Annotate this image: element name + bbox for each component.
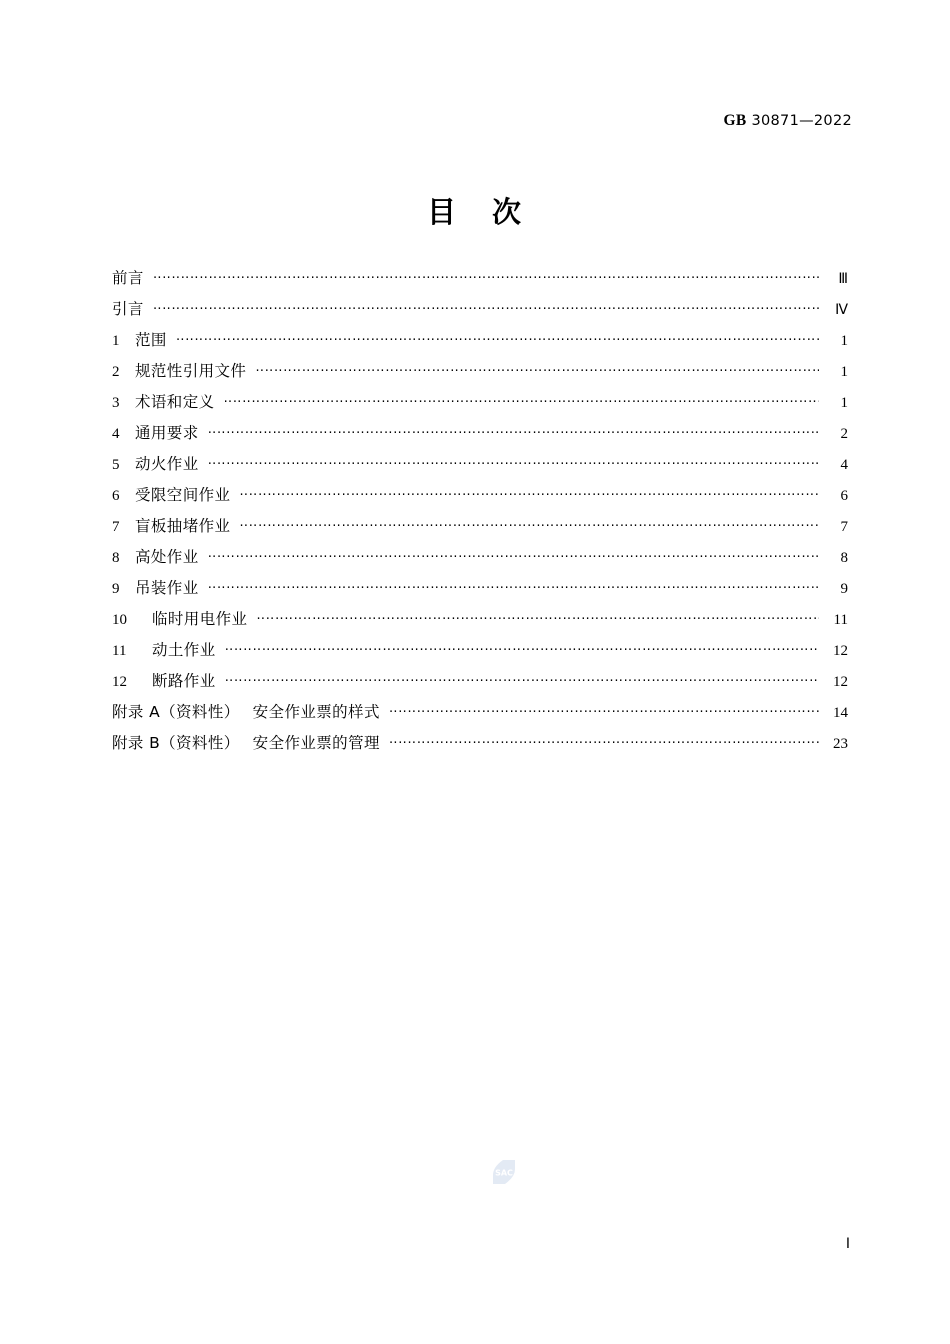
toc-entry-page: 7 — [840, 519, 848, 535]
toc-entry-label: 断路作业 — [152, 672, 216, 690]
page-folio: Ⅰ — [845, 1236, 850, 1252]
toc-entry-number: 2 — [112, 364, 120, 380]
dot-leader — [208, 454, 819, 470]
dot-leader — [208, 547, 819, 563]
dot-leader — [239, 516, 819, 532]
toc-entry-page: 11 — [833, 612, 848, 628]
toc-entry-page: 12 — [833, 643, 848, 659]
running-header-standard-number — [723, 112, 852, 130]
toc-entry-label: 盲板抽堵作业 — [135, 517, 231, 535]
standard-number: 30871—2022 — [751, 113, 852, 129]
dot-leader — [153, 299, 819, 315]
toc-entry-page: 2 — [840, 426, 848, 442]
toc-entry-clause-8[interactable] — [112, 545, 848, 576]
dot-leader — [208, 578, 819, 594]
toc-entry-clause-5[interactable] — [112, 452, 848, 483]
toc-entry-clause-7[interactable] — [112, 514, 848, 545]
toc-entry-label: 通用要求 — [135, 424, 199, 442]
dot-leader — [389, 702, 819, 718]
dot-leader — [176, 330, 819, 346]
toc-entry-label: 安全作业票的样式 — [252, 703, 380, 721]
toc-entry-label: 高处作业 — [135, 548, 199, 566]
toc-annex-designation: 附录 B（资料性） — [112, 734, 240, 752]
toc-entry-number: 12 — [112, 674, 127, 690]
toc-entry-number: 8 — [112, 550, 120, 566]
toc-entry-annex-a[interactable] — [112, 700, 848, 731]
toc-entry-page: 23 — [833, 736, 848, 752]
page-title-char-1: 目 — [426, 195, 458, 229]
toc-entry-number: 1 — [112, 333, 120, 349]
toc-entry-page: 9 — [840, 581, 848, 597]
page-title — [0, 190, 950, 231]
toc-entry-page: Ⅳ — [835, 302, 848, 318]
toc-entry-foreword[interactable] — [112, 266, 848, 297]
toc-entry-number: 7 — [112, 519, 120, 535]
toc-entry-label: 规范性引用文件 — [135, 362, 247, 380]
toc-entry-label: 动土作业 — [152, 641, 216, 659]
toc-entry-page: 1 — [840, 333, 848, 349]
toc-entry-number: 6 — [112, 488, 120, 504]
toc-entry-page: Ⅲ — [838, 271, 848, 287]
toc-entry-number: 11 — [112, 643, 127, 659]
toc-entry-clause-6[interactable] — [112, 483, 848, 514]
toc-entry-page: 14 — [833, 705, 848, 721]
toc-entry-clause-1[interactable] — [112, 328, 848, 359]
toc-entry-label: 范围 — [135, 331, 167, 349]
toc-entry-label: 临时用电作业 — [152, 610, 248, 628]
toc-annex-designation: 附录 A（资料性） — [112, 703, 240, 721]
toc-entry-clause-2[interactable] — [112, 359, 848, 390]
toc-entry-clause-9[interactable] — [112, 576, 848, 607]
dot-leader — [255, 361, 819, 377]
toc-entry-number: 9 — [112, 581, 120, 597]
toc-entry-label: 吊装作业 — [135, 579, 199, 597]
toc-entry-number: 3 — [112, 395, 120, 411]
page-title-char-2: 次 — [492, 195, 524, 229]
dot-leader — [153, 268, 819, 284]
toc-entry-page: 6 — [840, 488, 848, 504]
toc-entry-clause-3[interactable] — [112, 390, 848, 421]
dot-leader — [256, 609, 819, 625]
dot-leader — [224, 392, 819, 408]
toc-entry-label: 安全作业票的管理 — [252, 734, 380, 752]
toc-entry-annex-b[interactable] — [112, 731, 848, 762]
toc-entry-clause-10[interactable] — [112, 607, 848, 638]
standard-prefix: GB — [723, 112, 747, 129]
sac-logo-watermark — [489, 1157, 519, 1187]
toc-entry-label: 受限空间作业 — [135, 486, 231, 504]
toc-entry-page: 4 — [840, 457, 848, 473]
toc-entry-label: 术语和定义 — [135, 393, 215, 411]
toc-entry-label: 前言 — [112, 269, 144, 287]
toc-entry-label: 动火作业 — [135, 455, 199, 473]
toc-entry-page: 12 — [833, 674, 848, 690]
toc-entry-introduction[interactable] — [112, 297, 848, 328]
toc-entry-clause-11[interactable] — [112, 638, 848, 669]
toc-entry-label: 引言 — [112, 300, 144, 318]
sac-logo-text: SAC — [495, 1168, 513, 1178]
dot-leader — [239, 485, 819, 501]
toc-entry-page: 1 — [840, 364, 848, 380]
toc-entry-number: 5 — [112, 457, 120, 473]
toc-entry-number: 10 — [112, 612, 127, 628]
dot-leader — [225, 671, 819, 687]
toc-entry-clause-12[interactable] — [112, 669, 848, 700]
dot-leader — [389, 733, 819, 749]
dot-leader — [208, 423, 819, 439]
dot-leader — [225, 640, 819, 656]
toc-entry-page: 8 — [840, 550, 848, 566]
toc-entry-clause-4[interactable] — [112, 421, 848, 452]
table-of-contents — [112, 266, 848, 762]
toc-entry-number: 4 — [112, 426, 120, 442]
toc-entry-page: 1 — [840, 395, 848, 411]
